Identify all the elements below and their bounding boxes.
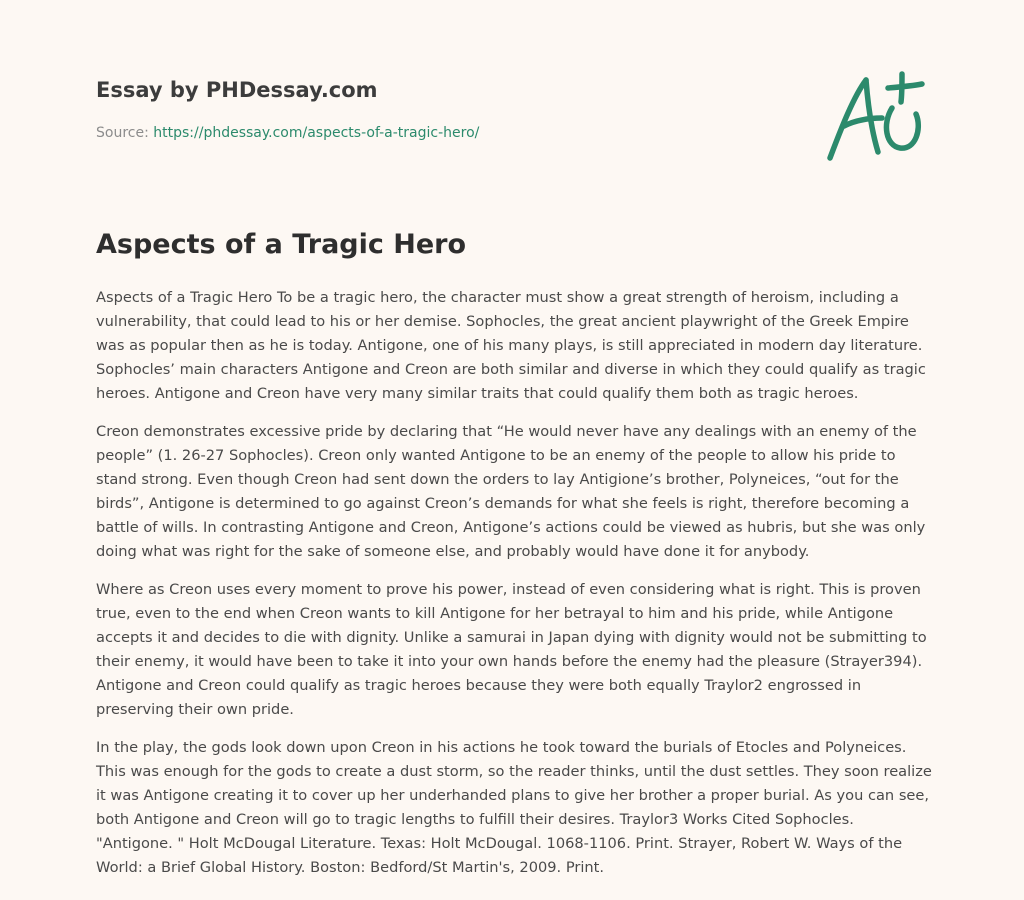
essay-paragraph: Aspects of a Tragic Hero To be a tragic hero, the character must show a great strength of heroism, including a vulnerability, that could lead to his or her demise. Sophocles, the great ancient playwright of the Greek Empire was as popular then as he is today. Antigone, one of his many plays, is still appreciated in modern day literature. Sophocles’ main characters Antigone and Creon are both similar and diverse in which they could qualify as tragic heroes. Antigone and Creon have very many similar traits that could qualify them both as tragic heroes.: [96, 289, 926, 402]
essay-title: Aspects of a Tragic Hero: [96, 229, 467, 260]
essay-paragraph: Where as Creon uses every moment to prove his power, instead of even considering what is right. This is proven true, even to the end when Creon wants to kill Antigone for her betrayal to him and his pride, while Antigone accepts it and decides to die with dignity. Unlike a samurai in Japan dying with dignity would not be submitting to their enemy, it would have been to take it into your own hands before the enemy had the pleasure (Strayer394). Antigone and Creon could qualify as tragic heroes because they were both equally Traylor2 engrossed in preserving their own pride.: [96, 581, 927, 718]
source-label: Source:: [96, 125, 149, 141]
essay-body: [96, 286, 932, 894]
site-title: Essay by PHDessay.com: [96, 78, 378, 102]
source-line: [96, 123, 479, 143]
essay-paragraph: Creon demonstrates excessive pride by declaring that “He would never have any dealings with an enemy of the people” (1. 26-27 Sophocles). Creon only wanted Antigone to be an enemy of the people to allow his pride to stand strong. Even though Creon had sent down the orders to lay Antigione’s brother, Polyneices, “out for the birds”, Antigone is determined to go against Creon’s demands for what she feels is right, therefore becoming a battle of wills. In contrasting Antigone and Creon, Antigone’s actions could be viewed as hubris, but she was only doing what was right for the sake of someone else, and probably would have done it for anybody.: [96, 423, 926, 560]
essay-paragraph: In the play, the gods look down upon Creon in his actions he took toward the burials of Etocles and Polyneices. This was enough for the gods to create a dust storm, so the reader thinks, until the dust settles. They soon realize it was Antigone creating it to cover up her underhanded plans to give her brother a proper burial. As you can see, both Antigone and Creon will go to tragic lengths to fulfill their desires. Traylor3 Works Cited Sophocles. "Antigone. " Holt McDougal Literature. Texas: Holt McDougal. 1068-1106. Print. Strayer, Robert W. Ways of the World: a Brief Global History. Boston: Bedford/St Martin's, 2009. Print.: [96, 739, 932, 876]
source-link[interactable]: https://phdessay.com/aspects-of-a-tragic-hero/: [153, 125, 480, 141]
a-plus-icon: [822, 66, 932, 164]
